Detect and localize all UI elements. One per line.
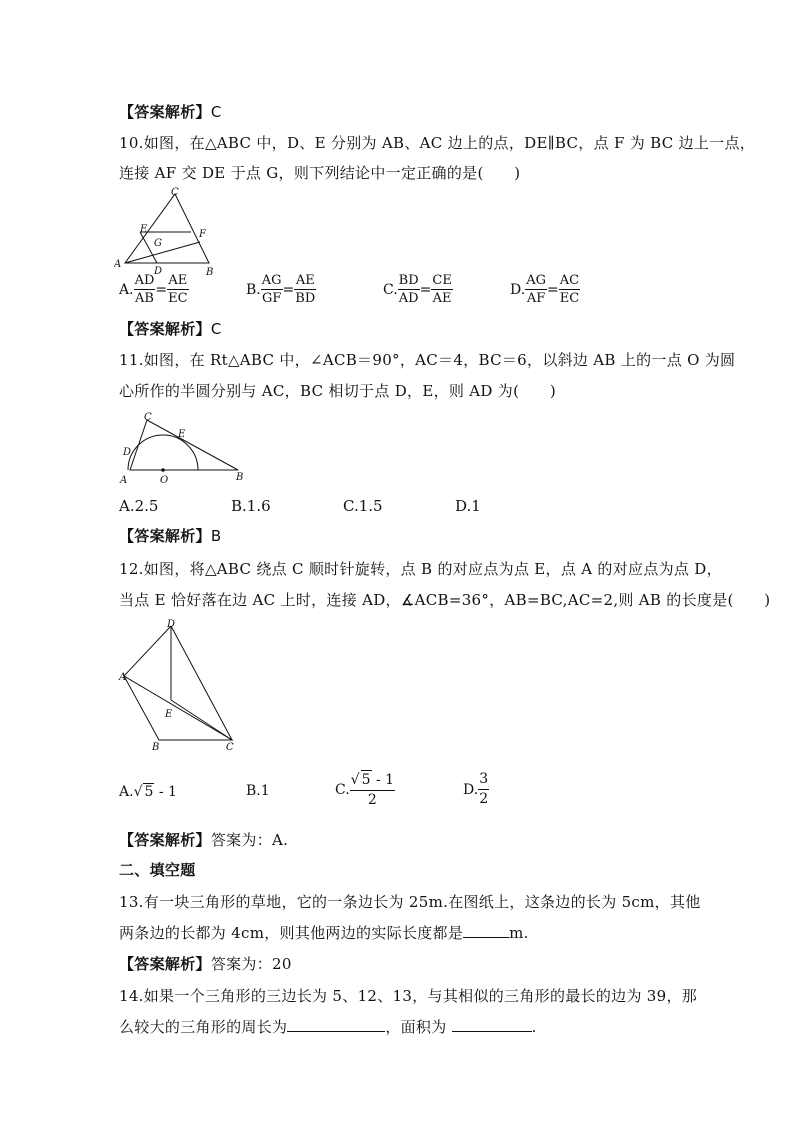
label-B: B <box>206 267 214 275</box>
q14-text-line1: 14.如果一个三角形的三边长为 5、12、13，与其相似的三角形的最长的边为 39，那 <box>119 987 698 1005</box>
label-D: D <box>123 447 132 458</box>
q14-area-blank[interactable] <box>452 1017 532 1032</box>
q10-text-line2: 连接 AF 交 DE 于点 G，则下列结论中一定正确的是( ) <box>119 164 521 182</box>
label-A: A <box>119 672 127 683</box>
q13-answer-blank[interactable] <box>463 923 509 938</box>
label-C: C <box>171 187 179 198</box>
q12-option-a[interactable]: A.√ 5 - 1 <box>119 784 177 800</box>
section-title: 二、填空题 <box>119 861 196 879</box>
q11-text-line1: 11.如图，在 Rt△ABC 中，∠ACB＝90°，AC＝4，BC＝6，以斜边 AB 上的一点 O 为圆 <box>119 351 736 369</box>
q14-text-line2: 么较大的三角形的周长为 ，面积为 . <box>119 1018 537 1036</box>
q10-option-b[interactable]: B. $\frac{AG}{GF}$ = $\frac{AE}{BD}$ <box>246 273 316 306</box>
q10-triangle-figure <box>114 185 224 275</box>
q14-perimeter-blank[interactable] <box>287 1017 385 1032</box>
label-E: E <box>178 429 186 440</box>
q13-text-line2: 两条边的长都为 4cm，则其他两边的实际长度都是 m. <box>119 924 529 942</box>
q12-text-line1: 12.如图，将△ABC 绕点 C 顺时针旋转，点 B 的对应点为点 E，点 A 的对应点为点 D， <box>119 560 722 578</box>
label-E: E <box>140 224 148 235</box>
answer-value: C <box>210 103 222 121</box>
q11-text-line2: 心所作的半圆分别与 AC，BC 相切于点 D，E，则 AD 为( ) <box>119 382 556 400</box>
q11-option-a[interactable]: A.2.5 <box>119 497 159 515</box>
answer-label: 【答案解析】 <box>119 103 211 121</box>
q10-option-a[interactable]: A. $\frac{AD}{AB}$ = $\frac{AE}{EC}$ <box>119 273 188 306</box>
q11-option-c[interactable]: C.1.5 <box>343 497 383 515</box>
answer-label: 【答案解析】 <box>119 955 211 973</box>
q11-option-d[interactable]: D.1 <box>455 497 481 515</box>
q13-text-line1: 13.有一块三角形的草地，它的一条边长为 25m.在图纸上，这条边的长为 5cm，其他 <box>119 893 701 911</box>
label-E: E <box>165 709 173 720</box>
q10-option-c[interactable]: C. $\frac{BD}{AD}$ = $\frac{CE}{AE}$ <box>383 273 452 306</box>
q11-triangle-figure <box>114 408 254 486</box>
q12-option-c[interactable]: C. $\frac{√ 5 - 1}{2}$ <box>335 772 395 808</box>
q12-rotation-figure <box>114 616 244 754</box>
label-B: B <box>152 742 160 753</box>
q11-option-b[interactable]: B.1.6 <box>231 497 271 515</box>
q10-text-line1: 10.如图，在△ABC 中，D、E 分别为 AB、AC 边上的点，DE∥BC，点 F 为 BC 边上一点， <box>119 134 756 152</box>
answer-value: 答案为：20 <box>210 955 292 973</box>
q13-answer-line <box>119 954 292 974</box>
q10-answer-line <box>119 319 222 339</box>
answer-value: C <box>210 320 222 338</box>
label-O: O <box>160 475 169 486</box>
label-C: C <box>226 742 234 753</box>
answer-label: 【答案解析】 <box>119 527 211 545</box>
label-C: C <box>144 412 152 423</box>
label-A: A <box>114 259 122 270</box>
label-G: G <box>154 238 162 249</box>
answer-label: 【答案解析】 <box>119 320 211 338</box>
answer-value: 答案为：A. <box>210 831 289 849</box>
center-point-O <box>161 468 165 472</box>
label-B: B <box>236 472 244 483</box>
label-A: A <box>120 475 128 486</box>
answer-value: B <box>210 527 222 545</box>
q12-option-d[interactable]: D. $\frac{3}{2}$ <box>463 771 489 807</box>
label-D: D <box>167 619 176 630</box>
q12-option-b[interactable]: B.1 <box>246 783 270 799</box>
q12-text-line2: 当点 E 恰好落在边 AC 上时，连接 AD，∡ACB=36°，AB=BC,AC=2,则 AB 的长度是( ) <box>119 591 771 609</box>
label-F: F <box>199 229 206 240</box>
q12-answer-line <box>119 830 288 850</box>
q9-answer-line <box>119 102 222 122</box>
answer-label: 【答案解析】 <box>119 831 211 849</box>
q11-answer-line <box>119 526 221 546</box>
label-D: D <box>154 266 163 275</box>
q10-option-d[interactable]: D. $\frac{AG}{AF}$ = $\frac{AC}{EC}$ <box>510 273 580 306</box>
